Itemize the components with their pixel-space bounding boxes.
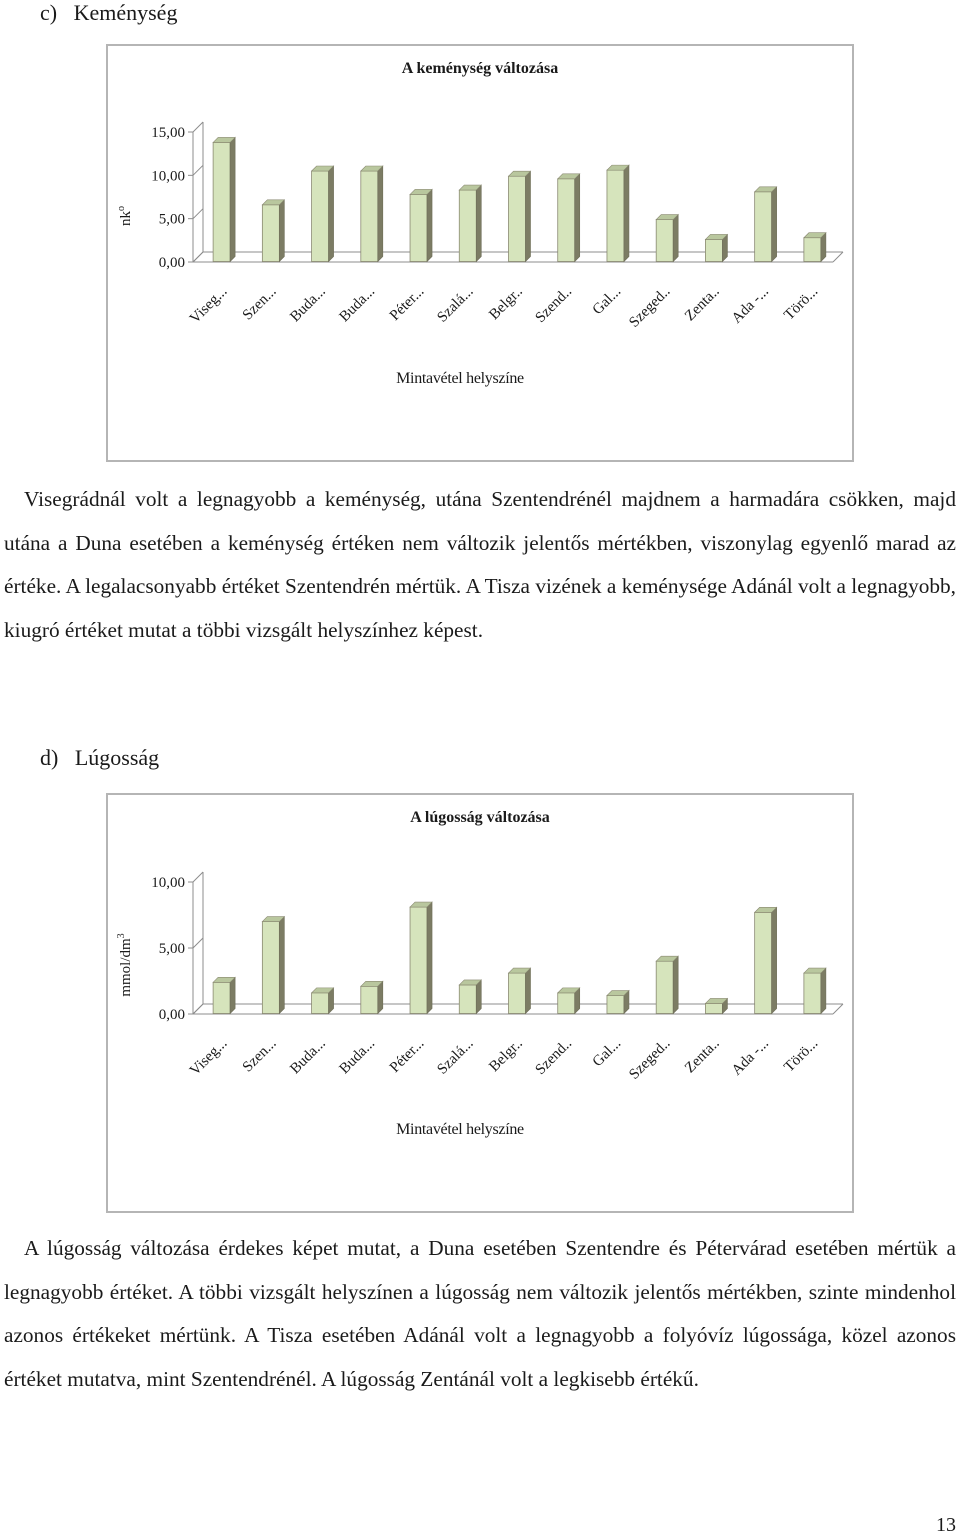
category-label: Szend.. <box>532 283 576 327</box>
y-tick-label: 10,00 <box>151 875 185 891</box>
category-label: Szalá... <box>434 283 477 326</box>
floor-right-edge <box>833 1004 843 1014</box>
bar-side <box>526 968 531 1013</box>
chart-title: A lúgosság változása <box>410 809 550 826</box>
x-axis-label: Mintavétel helyszíne <box>396 370 524 387</box>
bar <box>607 996 624 1014</box>
bar <box>262 205 279 262</box>
bar <box>558 179 575 262</box>
category-label: Szen... <box>239 1035 280 1076</box>
hardness-chart-svg <box>108 46 852 460</box>
bar-side <box>772 187 777 262</box>
bar <box>558 993 575 1014</box>
hardness-chart <box>106 44 854 462</box>
bar-side <box>427 189 432 261</box>
bar-side <box>329 166 334 262</box>
category-label: Ada -... <box>728 283 772 327</box>
page-number: 13 <box>936 1514 956 1536</box>
bar <box>755 192 772 262</box>
bar-side <box>279 200 284 262</box>
section-d-heading: d) Lúgosság <box>40 745 160 770</box>
category-label: Buda... <box>336 283 379 326</box>
category-label: Zenta.. <box>681 283 723 325</box>
category-label: Szeged.. <box>626 283 674 331</box>
bar-side <box>476 980 481 1014</box>
bar <box>312 993 329 1014</box>
category-label: Belgr.. <box>486 283 526 324</box>
y-tick-depth <box>193 1004 203 1014</box>
bar <box>361 171 378 262</box>
y-axis-label-main: nk <box>118 211 134 226</box>
bar-side <box>378 166 383 262</box>
bar <box>410 194 427 261</box>
category-label: Törö... <box>781 283 822 324</box>
bar-side <box>526 171 531 261</box>
bar <box>312 171 329 262</box>
y-tick-depth <box>193 252 203 262</box>
category-label: Belgr.. <box>486 1035 526 1076</box>
bar <box>804 973 821 1013</box>
category-label: Buda... <box>336 1035 379 1078</box>
category-label: Törö... <box>781 1035 822 1076</box>
category-label: Péter... <box>386 1035 428 1076</box>
y-axis-label-sup: 3 <box>116 933 127 939</box>
y-tick-label: 10,00 <box>151 168 185 185</box>
y-axis-label <box>116 933 134 996</box>
bar-side <box>821 968 826 1013</box>
hardness-paragraph <box>4 478 956 652</box>
bar-side <box>279 917 284 1014</box>
bar <box>804 238 821 262</box>
bar-side <box>230 137 235 261</box>
alkalinity-chart-svg <box>108 795 852 1211</box>
category-label: Péter... <box>386 283 428 324</box>
y-tick-label: 0,00 <box>158 255 185 271</box>
category-label: Szen... <box>239 283 280 324</box>
y-tick-depth <box>193 938 203 948</box>
y-tick-depth <box>193 872 203 882</box>
category-label: Gal... <box>589 283 625 319</box>
bar <box>607 170 624 261</box>
alkalinity-paragraph <box>4 1227 956 1401</box>
alkalinity-chart <box>106 793 854 1213</box>
bar <box>755 912 772 1013</box>
section-c-heading: c) Keménység <box>40 0 178 25</box>
y-tick-label: 0,00 <box>158 1007 185 1023</box>
bar-side <box>673 215 678 262</box>
bar <box>410 907 427 1013</box>
bar <box>361 986 378 1013</box>
y-axis-label-sup: o <box>116 206 127 211</box>
bar-side <box>427 902 432 1013</box>
bar <box>509 176 526 261</box>
bar <box>656 961 673 1013</box>
floor-right-edge <box>833 252 843 262</box>
category-label: Viseg... <box>187 1035 231 1079</box>
bar <box>459 985 476 1014</box>
y-tick-label: 5,00 <box>158 941 185 957</box>
bar <box>656 220 673 262</box>
chart-title: A keménység változása <box>401 60 559 77</box>
category-label: Szalá... <box>434 1035 477 1078</box>
bar <box>705 1003 722 1013</box>
y-tick-depth <box>193 165 203 175</box>
y-tick-depth <box>193 122 203 132</box>
category-label: Zenta.. <box>681 1035 723 1077</box>
category-label: Szeged.. <box>626 1035 674 1083</box>
y-axis-label-main: mmol/dm <box>118 938 134 997</box>
y-axis-label <box>116 206 134 226</box>
bar <box>509 973 526 1013</box>
hardness-paragraph-text: Visegrádnál volt a legnagyobb a keménység, utána Szentendrénél majdnem a harmadára csökken, majd utána a Duna esetében a keménység értéken nem változik jelentős mértékben, viszonylag egyenlő marad az értéke. A legalacsonyabb értéket Szentendrén mértük. A Tisza vizének a keménysége Adánál volt a legnagyobb, kiugró értéket mutat a többi vizsgált helyszínhez képest. <box>4 487 956 642</box>
bar-side <box>476 185 481 261</box>
category-label: Szend.. <box>532 1035 576 1079</box>
x-axis-label: Mintavétel helyszíne <box>396 1121 524 1138</box>
bar-side <box>378 981 383 1013</box>
bar-side <box>230 977 235 1013</box>
y-tick-label: 5,00 <box>158 211 185 228</box>
y-tick-depth <box>193 209 203 219</box>
category-label: Buda... <box>287 1035 329 1078</box>
bar-side <box>772 907 777 1013</box>
y-tick-label: 15,00 <box>151 125 185 141</box>
category-label: Ada -... <box>728 1035 772 1079</box>
bar <box>459 190 476 261</box>
category-label: Gal... <box>589 1035 625 1071</box>
alkalinity-paragraph-text: A lúgosság változása érdekes képet mutat, a Duna esetében Szentendre és Pétervárad esetében mértük a legnagyobb értéket. A többi vizsgált helyszínen a lúgosság nem változik jelentős mértékben, szinte mindenhol azonos értékeket mértünk. A Tisza esetében Adánál volt a legnagyobb a folyóvíz lúgossága, közel azonos értéket mutatva, mint Szentendrénél. A lúgosság Zentánál volt a legkisebb értékű. <box>4 1236 956 1391</box>
bar-side <box>624 165 629 261</box>
bar-side <box>673 956 678 1013</box>
category-label: Buda... <box>287 283 329 326</box>
bar <box>262 922 279 1014</box>
category-label: Viseg... <box>187 283 231 327</box>
bar <box>705 239 722 261</box>
bar <box>213 982 230 1013</box>
bar <box>213 142 230 261</box>
bar-side <box>575 174 580 262</box>
